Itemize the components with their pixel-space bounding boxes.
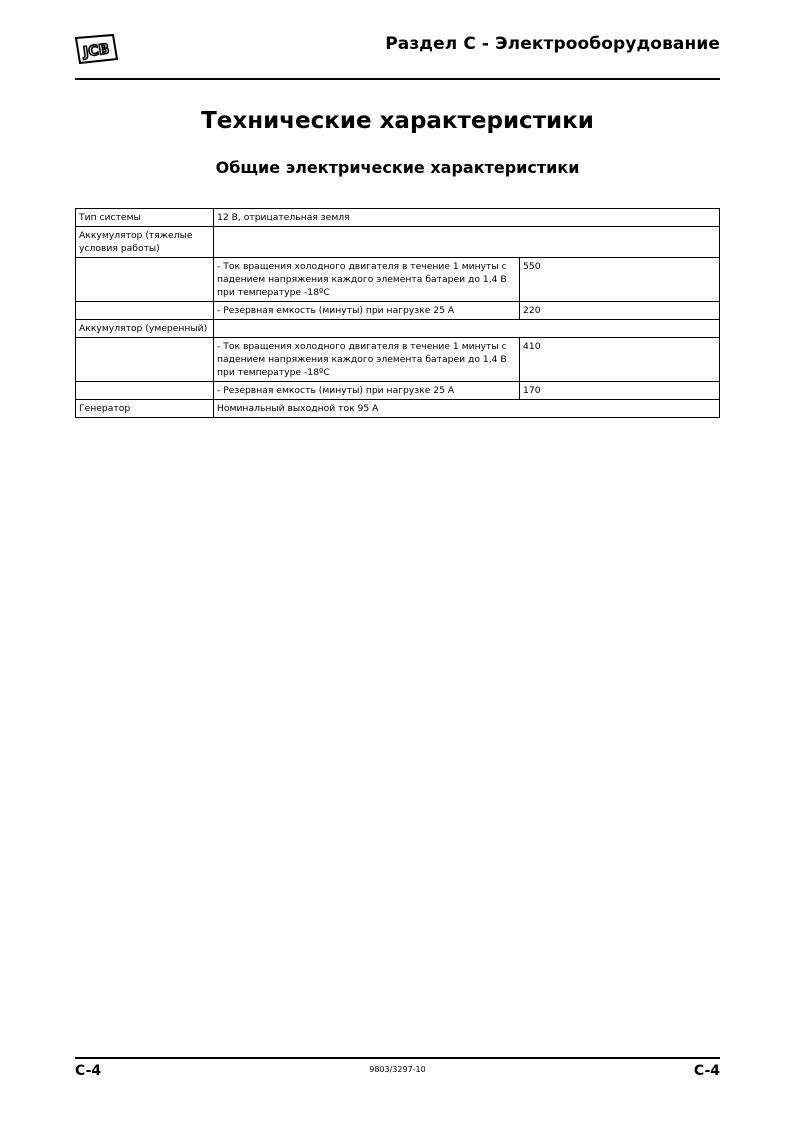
row-label: Генератор bbox=[76, 400, 214, 418]
row-description bbox=[214, 320, 720, 338]
table-row bbox=[76, 382, 720, 400]
row-label: Аккумулятор (тяжелые условия работы) bbox=[76, 227, 214, 258]
table-row bbox=[76, 400, 720, 418]
row-value: 220 bbox=[520, 302, 720, 320]
row-value: 170 bbox=[520, 382, 720, 400]
row-value: 550 bbox=[520, 258, 720, 302]
row-label bbox=[76, 302, 214, 320]
row-description: - Резервная емкость (минуты) при нагрузке 25 А bbox=[214, 302, 520, 320]
page-subtitle: Общие электрические характеристики bbox=[215, 158, 580, 177]
page-number-right: C-4 bbox=[693, 1063, 720, 1079]
header-divider bbox=[75, 78, 720, 80]
jcb-logo bbox=[73, 33, 119, 65]
logo-text: JCB bbox=[82, 41, 111, 61]
row-description: 12 В, отрицательная земля bbox=[214, 209, 720, 227]
row-value: 410 bbox=[520, 338, 720, 382]
table-row bbox=[76, 209, 720, 227]
footer-divider bbox=[75, 1057, 720, 1059]
row-label bbox=[76, 338, 214, 382]
page-title: Технические характеристики bbox=[201, 108, 594, 134]
section-title: Раздел C - Электрооборудование bbox=[385, 34, 720, 54]
document-number: 9803/3297-10 bbox=[369, 1065, 426, 1074]
row-label: Тип системы bbox=[76, 209, 214, 227]
page-number-left: C-4 bbox=[75, 1063, 102, 1079]
row-label: Аккумулятор (умеренный) bbox=[76, 320, 214, 338]
table-row bbox=[76, 338, 720, 382]
table-row bbox=[76, 258, 720, 302]
specifications-table bbox=[75, 208, 720, 418]
row-label bbox=[76, 382, 214, 400]
row-description: - Резервная емкость (минуты) при нагрузке 25 А bbox=[214, 382, 520, 400]
row-description: - Ток вращения холодного двигателя в течение 1 минуты с падением напряжения каждого элемента батареи до 1,4 В при температуре -18ºC bbox=[214, 338, 520, 382]
row-description: Номинальный выходной ток 95 А bbox=[214, 400, 720, 418]
table-row bbox=[76, 302, 720, 320]
row-description: - Ток вращения холодного двигателя в течение 1 минуты с падением напряжения каждого элемента батареи до 1,4 В при температуре -18ºC bbox=[214, 258, 520, 302]
row-description bbox=[214, 227, 720, 258]
table-row bbox=[76, 227, 720, 258]
table-row bbox=[76, 320, 720, 338]
row-label bbox=[76, 258, 214, 302]
